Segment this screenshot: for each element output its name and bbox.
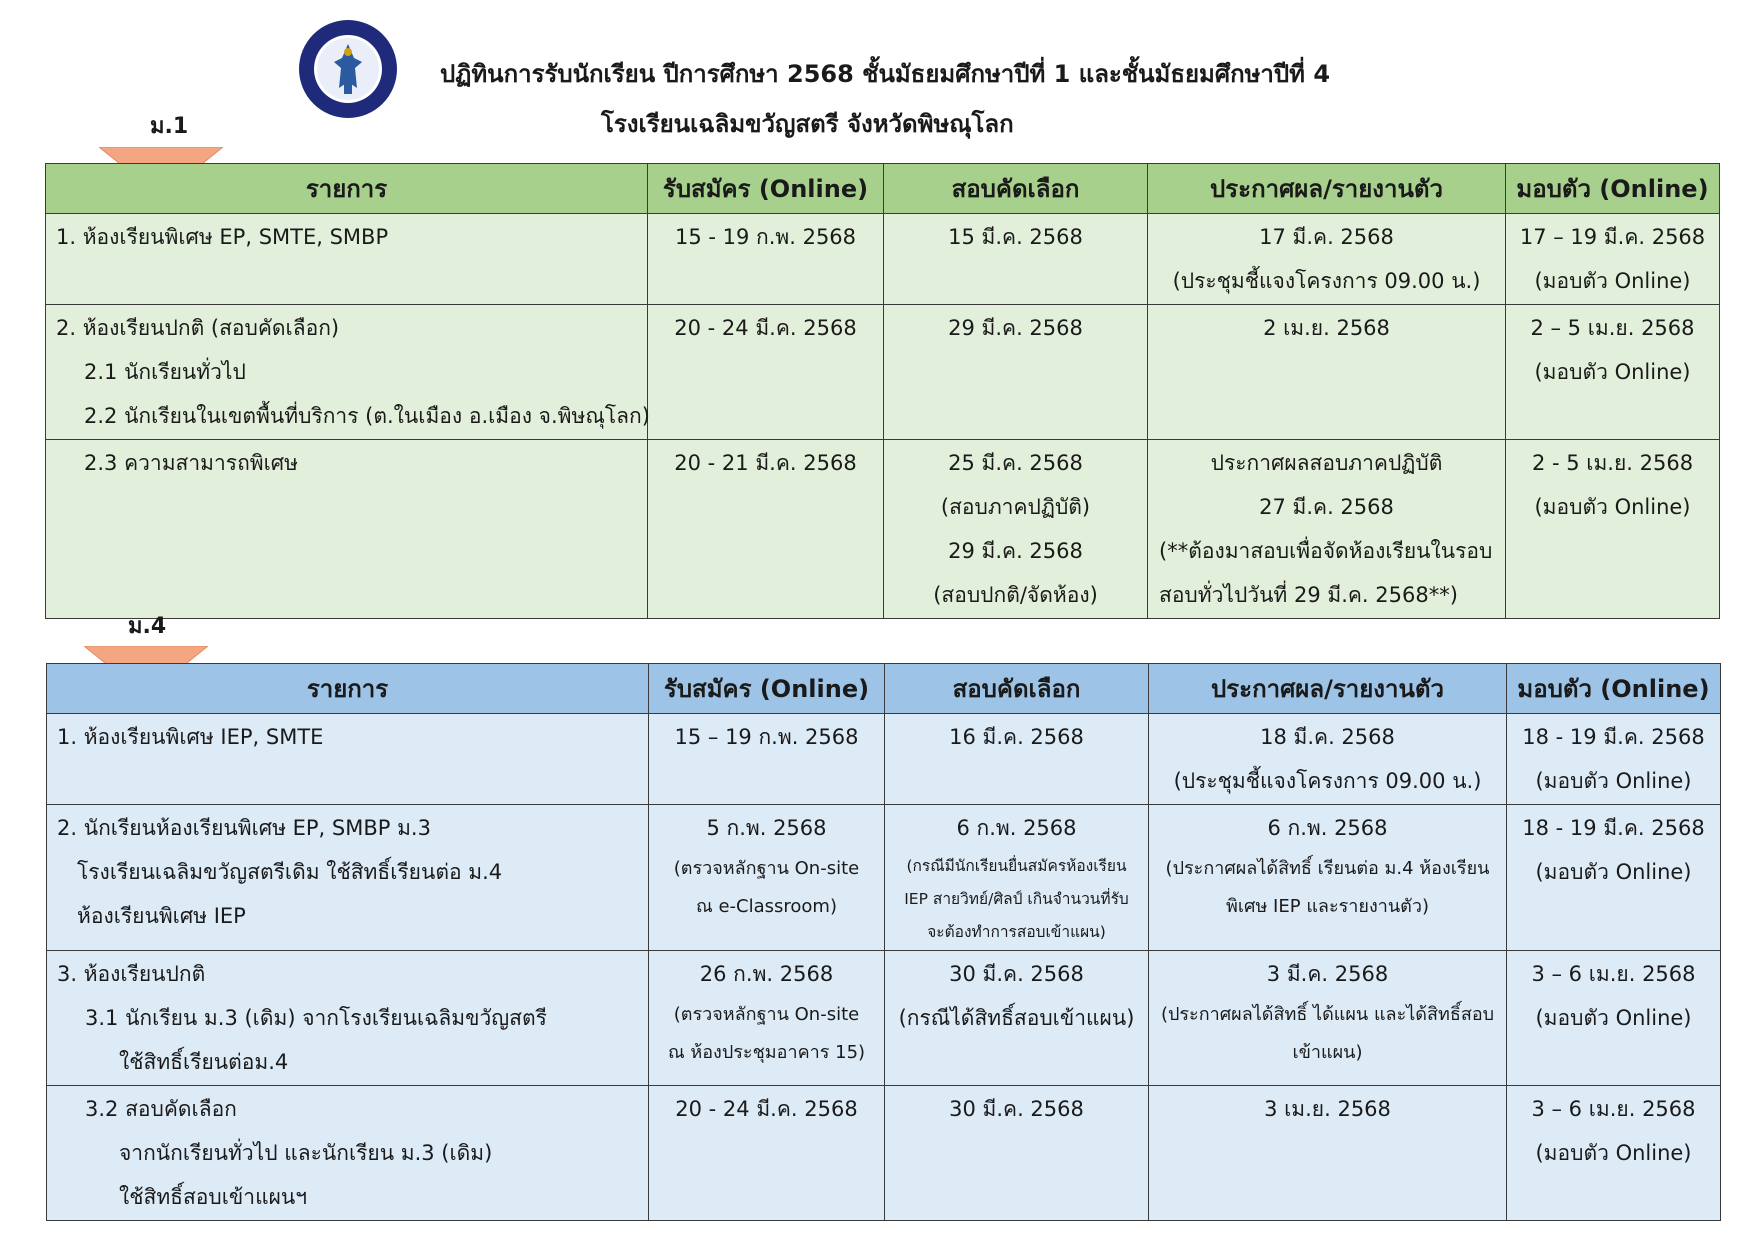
report-cell: 18 - 19 มี.ค. 2568 (มอบตัว Online) — [1507, 805, 1721, 951]
item-cell: 3. ห้องเรียนปกติ 3.1 นักเรียน ม.3 (เดิม) จากโรงเรียนเฉลิมขวัญสตรี ใช้สิทธิ์เรียนต่อม.4 — [47, 951, 649, 1086]
apply-cell: 20 - 21 มี.ค. 2568 — [648, 440, 884, 619]
table-row — [47, 1086, 1721, 1221]
page-title: ปฏิทินการรับนักเรียน ปีการศึกษา 2568 ชั้นมัธยมศึกษาปีที่ 1 และชั้นมัธยมศึกษาปีที่ 4 — [440, 60, 1331, 88]
report-cell: 2 - 5 เม.ย. 2568 (มอบตัว Online) — [1506, 440, 1720, 619]
report-cell: 3 – 6 เม.ย. 2568 (มอบตัว Online) — [1507, 951, 1721, 1086]
exam-cell: 25 มี.ค. 2568 (สอบภาคปฏิบัติ) 29 มี.ค. 2568 (สอบปกติ/จัดห้อง) — [884, 440, 1148, 619]
exam-cell: 6 ก.พ. 2568 (กรณีมีนักเรียนยื่นสมัครห้องเรียน IEP สายวิทย์/ศิลป์ เกินจำนวนที่รับ จะต้องทำการสอบเข้าแผน) — [885, 805, 1149, 951]
announce-cell: 6 ก.พ. 2568 (ประกาศผลได้สิทธิ์ เรียนต่อ ม.4 ห้องเรียน พิเศษ IEP และรายงานตัว) — [1149, 805, 1507, 951]
column-header: รายการ — [46, 164, 648, 214]
apply-cell: 20 - 24 มี.ค. 2568 — [648, 305, 884, 440]
announce-cell: 3 เม.ย. 2568 — [1149, 1086, 1507, 1221]
grade-label-m1: ม.1 — [150, 114, 189, 139]
page-subtitle: โรงเรียนเฉลิมขวัญสตรี จังหวัดพิษณุโลก — [601, 110, 1014, 138]
table-row — [46, 214, 1720, 305]
table-row — [46, 440, 1720, 619]
exam-cell: 16 มี.ค. 2568 — [885, 714, 1149, 805]
item-cell: 1. ห้องเรียนพิเศษ EP, SMTE, SMBP — [46, 214, 648, 305]
apply-cell: 15 - 19 ก.พ. 2568 — [648, 214, 884, 305]
item-cell: 2. ห้องเรียนปกติ (สอบคัดเลือก) 2.1 นักเรียนทั่วไป 2.2 นักเรียนในเขตพื้นที่บริการ (ต.ในเมือง อ.เมือง จ.พิษณุโลก) — [46, 305, 648, 440]
announce-cell: 2 เม.ย. 2568 — [1148, 305, 1506, 440]
table-row — [47, 951, 1721, 1086]
exam-cell: 30 มี.ค. 2568 — [885, 1086, 1149, 1221]
column-header: รับสมัคร (Online) — [649, 664, 885, 714]
column-header: รับสมัคร (Online) — [648, 164, 884, 214]
apply-cell: 26 ก.พ. 2568 (ตรวจหลักฐาน On-site ณ ห้องประชุมอาคาร 15) — [649, 951, 885, 1086]
exam-cell: 15 มี.ค. 2568 — [884, 214, 1148, 305]
table-header-row — [47, 664, 1721, 714]
report-cell: 2 – 5 เม.ย. 2568 (มอบตัว Online) — [1506, 305, 1720, 440]
item-cell: 1. ห้องเรียนพิเศษ IEP, SMTE — [47, 714, 649, 805]
table-header-row — [46, 164, 1720, 214]
announce-cell: 18 มี.ค. 2568 (ประชุมชี้แจงโครงการ 09.00 น.) — [1149, 714, 1507, 805]
column-header: รายการ — [47, 664, 649, 714]
exam-cell: 30 มี.ค. 2568 (กรณีได้สิทธิ์สอบเข้าแผน) — [885, 951, 1149, 1086]
apply-cell: 5 ก.พ. 2568 (ตรวจหลักฐาน On-site ณ e-Classroom) — [649, 805, 885, 951]
column-header: ประกาศผล/รายงานตัว — [1148, 164, 1506, 214]
column-header: สอบคัดเลือก — [885, 664, 1149, 714]
m1-schedule-table — [45, 163, 1720, 619]
exam-cell: 29 มี.ค. 2568 — [884, 305, 1148, 440]
grade-label-m4: ม.4 — [128, 614, 167, 639]
column-header: มอบตัว (Online) — [1507, 664, 1721, 714]
apply-cell: 20 - 24 มี.ค. 2568 — [649, 1086, 885, 1221]
announce-cell: 17 มี.ค. 2568 (ประชุมชี้แจงโครงการ 09.00 น.) — [1148, 214, 1506, 305]
report-cell: 18 - 19 มี.ค. 2568 (มอบตัว Online) — [1507, 714, 1721, 805]
table-row — [46, 305, 1720, 440]
item-cell: 2. นักเรียนห้องเรียนพิเศษ EP, SMBP ม.3 โรงเรียนเฉลิมขวัญสตรีเดิม ใช้สิทธิ์เรียนต่อ ม.4 ห้องเรียนพิเศษ IEP — [47, 805, 649, 951]
report-cell: 3 – 6 เม.ย. 2568 (มอบตัว Online) — [1507, 1086, 1721, 1221]
table-row — [47, 805, 1721, 951]
table-row — [47, 714, 1721, 805]
announce-cell: ประกาศผลสอบภาคปฏิบัติ 27 มี.ค. 2568 (**ต้องมาสอบเพื่อจัดห้องเรียนในรอบ สอบทั่วไปวันที่ 29 มี.ค. 2568**) — [1148, 440, 1506, 619]
column-header: มอบตัว (Online) — [1506, 164, 1720, 214]
item-cell: 3.2 สอบคัดเลือก จากนักเรียนทั่วไป และนักเรียน ม.3 (เดิม) ใช้สิทธิ์สอบเข้าแผนฯ — [47, 1086, 649, 1221]
report-cell: 17 – 19 มี.ค. 2568 (มอบตัว Online) — [1506, 214, 1720, 305]
m4-schedule-table — [46, 663, 1721, 1221]
column-header: ประกาศผล/รายงานตัว — [1149, 664, 1507, 714]
item-cell: 2.3 ความสามารถพิเศษ — [46, 440, 648, 619]
apply-cell: 15 – 19 ก.พ. 2568 — [649, 714, 885, 805]
announce-cell: 3 มี.ค. 2568 (ประกาศผลได้สิทธิ์ ได้แผน และได้สิทธิ์สอบ เข้าแผน) — [1149, 951, 1507, 1086]
column-header: สอบคัดเลือก — [884, 164, 1148, 214]
school-logo — [297, 18, 399, 120]
